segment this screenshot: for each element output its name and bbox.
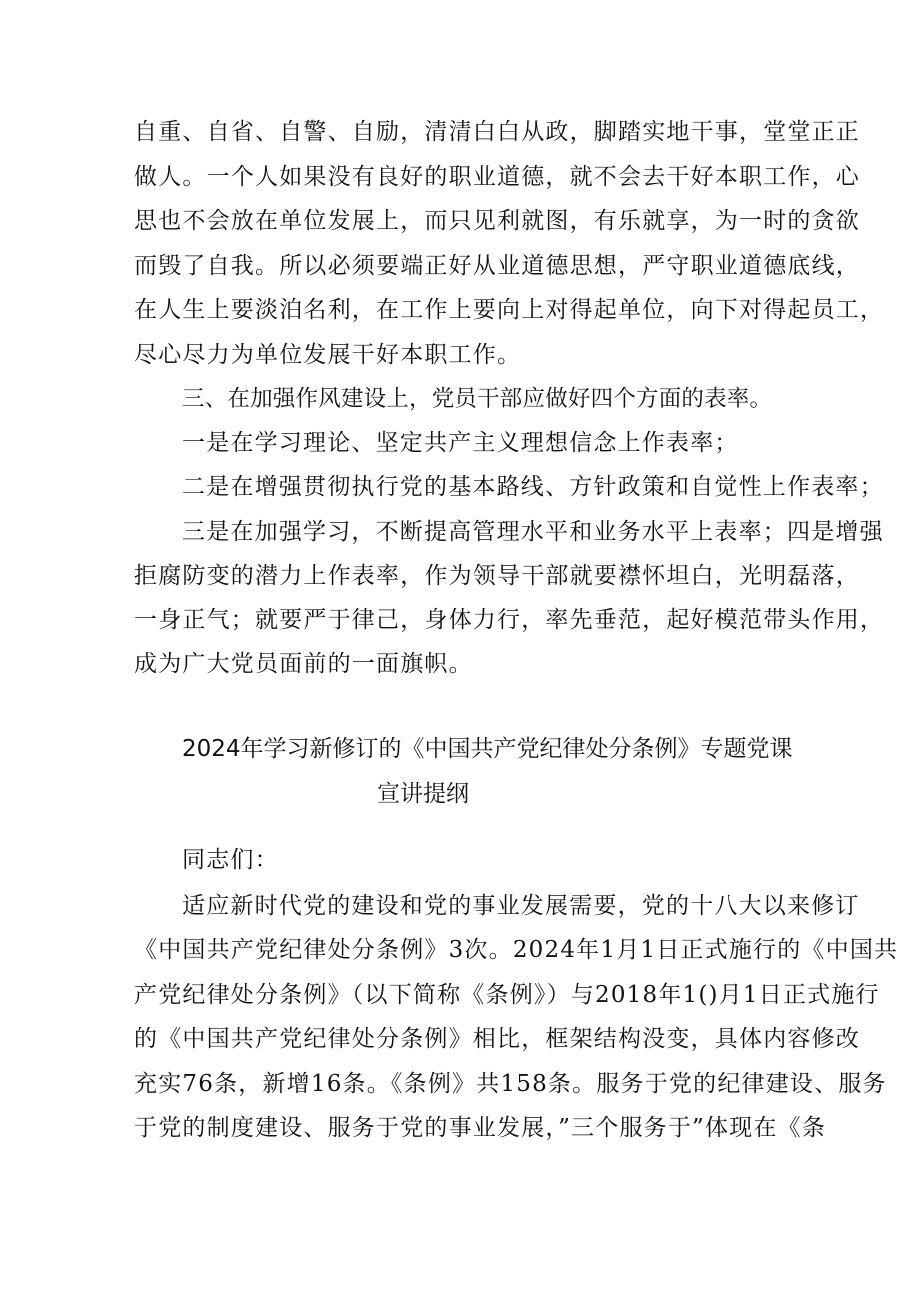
list-item: 一是在学习理论、坚定共产主义理想信念上作表率； xyxy=(182,430,739,456)
paragraph-line: 产党纪律处分条例》（以下简称《条例》）与2018年1()月1日正式施行 xyxy=(134,982,880,1008)
list-item: 二是在增强贯彻执行党的基本路线、方针政策和自觉性上作表率； xyxy=(182,474,884,500)
paragraph-line: 拒腐防变的潜力上作表率，作为领导干部就要襟怀坦白，光明磊落， xyxy=(134,563,860,589)
paragraph-line: 思也不会放在单位发展上，而只见利就图，有乐就享，为一时的贪欲 xyxy=(134,208,860,234)
section-heading: 三、在加强作风建设上，党员干部应做好四个方面的表率。 xyxy=(182,386,773,412)
paragraph-line: 的《中国共产党纪律处分条例》相比，框架结构没变，具体内容修改 xyxy=(134,1026,860,1052)
document-title-line1: 2024年学习新修订的《中国共产党纪律处分条例》专题党课 xyxy=(182,736,793,762)
paragraph-line: 自重、自省、自警、自励，清清白白从政，脚踏实地干事，堂堂正正 xyxy=(134,119,860,145)
paragraph-line: 三是在加强学习，不断提高管理水平和业务水平上表率；四是增强 xyxy=(182,519,884,545)
paragraph-line: 《中国共产党纪律处分条例》3次。2024年1月1日正式施行的《中国共 xyxy=(134,937,899,963)
salutation: 同志们： xyxy=(182,847,279,873)
paragraph-line: 一身正气；就要严于律己，身体力行，率先垂范，起好模范带头作用， xyxy=(134,607,885,633)
paragraph-line: 做人。一个人如果没有良好的职业道德，就不会去干好本职工作，心 xyxy=(134,164,860,190)
paragraph-line: 于党的制度建设、服务于党的事业发展，”三个服务于”体现在《条 xyxy=(134,1115,827,1141)
paragraph-line: 尽心尽力为单位发展干好本职工作。 xyxy=(134,342,522,368)
document-title-line2: 宣讲提纲 xyxy=(377,781,469,807)
paragraph-line: 充实76条，新增16条。《条例》共158条。服务于党的纪律建设、服务 xyxy=(134,1071,887,1097)
paragraph-line: 而毁了自我。所以必须要端正好从业道德思想，严守职业道德底线， xyxy=(134,253,860,279)
paragraph-line: 在人生上要淡泊名利，在工作上要向上对得起单位，向下对得起员工， xyxy=(134,297,885,323)
paragraph-line: 适应新时代党的建设和党的事业发展需要，党的十八大以来修订 xyxy=(182,893,860,919)
paragraph-line: 成为广大党员面前的一面旗帜。 xyxy=(134,651,473,677)
